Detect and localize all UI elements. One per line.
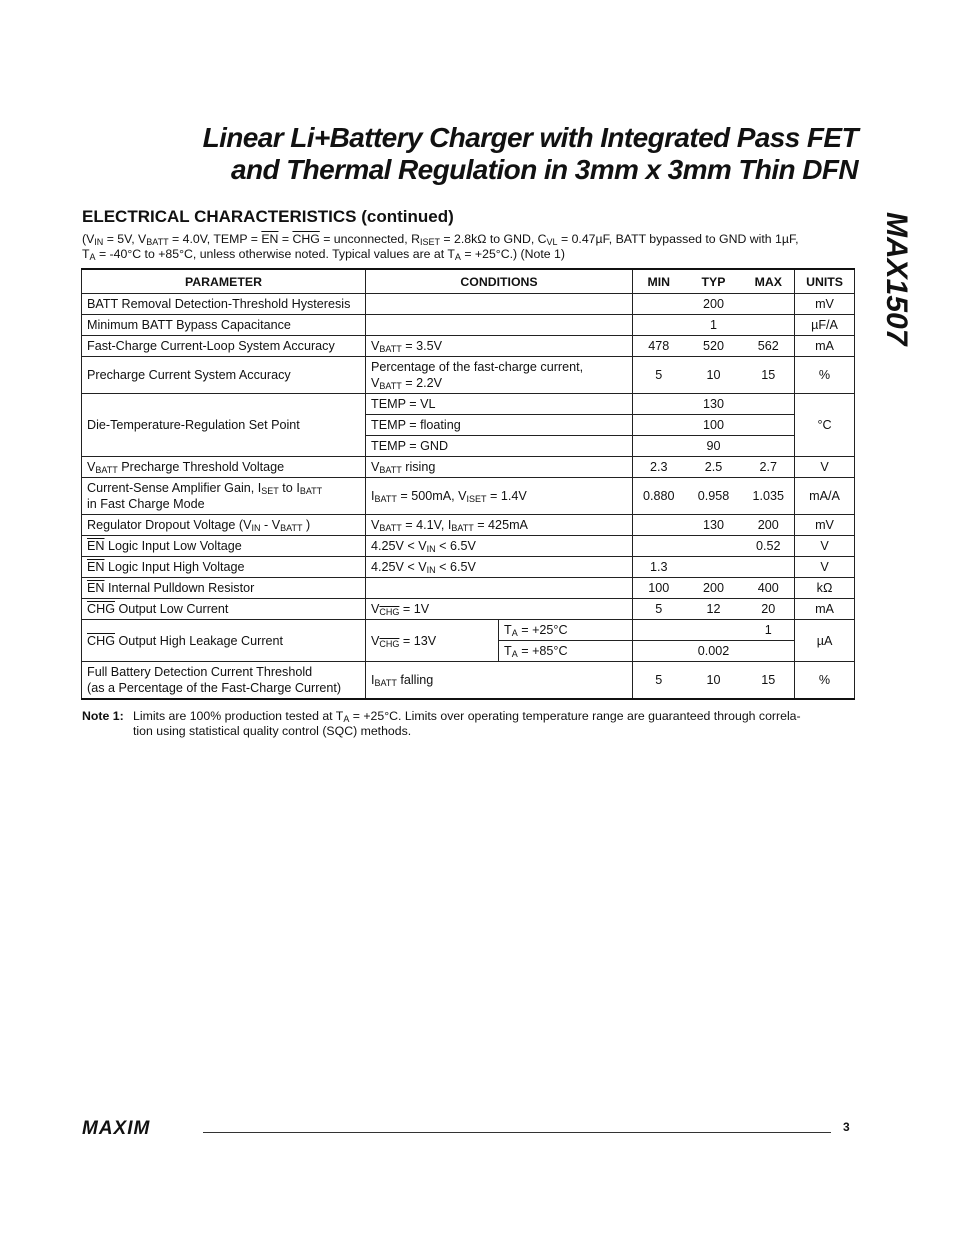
units-cell: mV: [795, 515, 855, 536]
min-cell: [633, 515, 685, 536]
table-row: [82, 536, 855, 557]
conditions-cell: Percentage of the fast-charge current, $V_{BATT} = 2.2V$: [366, 357, 633, 394]
units-cell: °C: [795, 394, 855, 457]
min-cell: [633, 415, 685, 436]
typ-cell: 90: [685, 436, 743, 457]
min-cell: [633, 294, 685, 315]
units-cell: mA/A: [795, 478, 855, 515]
conditions-subcell: $T_A = +25^\circ C$: [499, 620, 633, 641]
max-cell: 200: [743, 515, 795, 536]
typ-cell: 10: [685, 357, 743, 394]
min-cell: 0.880: [633, 478, 685, 515]
table-row: [82, 620, 855, 641]
conditions-cell: TEMP = VL: [366, 394, 633, 415]
typ-cell: [685, 536, 743, 557]
min-cell: 5: [633, 599, 685, 620]
units-cell: V: [795, 557, 855, 578]
typ-cell: 10: [685, 662, 743, 700]
min-cell: [633, 436, 685, 457]
header-parameter: PARAMETER: [82, 269, 366, 294]
parameter-cell: Die-Temperature-Regulation Set Point: [82, 394, 366, 457]
maxim-logo: [82, 1118, 192, 1138]
conditions-cell: $V_{\overline{CHG}} = 13V$: [366, 620, 499, 662]
typ-cell: 12: [685, 599, 743, 620]
min-cell: 2.3: [633, 457, 685, 478]
parameter-cell: $\overline{EN}$ Logic Input Low Voltage: [82, 536, 366, 557]
units-cell: kΩ: [795, 578, 855, 599]
footnote-label: Note 1:: [82, 709, 124, 723]
parameter-cell: BATT Removal Detection-Threshold Hysteresis: [82, 294, 366, 315]
units-cell: V: [795, 536, 855, 557]
max-cell: 2.7: [743, 457, 795, 478]
conditions-cell: [366, 315, 633, 336]
header-conditions: CONDITIONS: [366, 269, 633, 294]
min-cell: [633, 536, 685, 557]
min-cell: 478: [633, 336, 685, 357]
test-conditions: ($V_{IN} = 5V$, $V_{BATT} = 4.0V$, TEMP = $\overline{EN} = \overline{CHG}$ = unconnected, $R_{ISET} = 2.8k\Omega$ to GND, $C_{VL} = 0.47\mu F$, BATT bypassed to GND with 1µF, $T_A = -40^\circ C$ to +85°C, unless otherwise noted. Typical values are at $T_A = +25^\circ C$.) (Note 1): [82, 232, 799, 262]
typ-cell: [685, 557, 743, 578]
parameter-cell: Current-Sense Amplifier Gain, $I_{SET}$ to $I_{BATT}$ in Fast Charge Mode: [82, 478, 366, 515]
conditions-cell: $V_{\overline{CHG}} = 1V$: [366, 599, 633, 620]
max-cell: 1.035: [743, 478, 795, 515]
units-cell: V: [795, 457, 855, 478]
conditions-subcell: $T_A = +85^\circ C$: [499, 641, 633, 662]
typ-cell: 200: [685, 578, 743, 599]
header-typ: TYP: [685, 269, 743, 294]
max-cell: [743, 315, 795, 336]
max-cell: 0.52: [743, 536, 795, 557]
min-cell: [633, 641, 685, 662]
typ-cell: 130: [685, 515, 743, 536]
min-cell: 100: [633, 578, 685, 599]
table-row: [82, 662, 855, 700]
table-row: [82, 336, 855, 357]
conditions-cell: $V_{BATT} = 3.5V$: [366, 336, 633, 357]
header-units: UNITS: [795, 269, 855, 294]
parameter-cell: Minimum BATT Bypass Capacitance: [82, 315, 366, 336]
max-cell: [743, 436, 795, 457]
table-row: [82, 457, 855, 478]
typ-cell: 1: [685, 315, 743, 336]
typ-cell: [685, 620, 743, 641]
footnote: Note 1: Limits are 100% production tested at $T_A = +25^\circ C$. Limits over operating temperature range are guaranteed through correla- tion using statistical quality control (SQC) methods.: [82, 709, 801, 738]
typ-cell: 520: [685, 336, 743, 357]
typ-cell: 0.958: [685, 478, 743, 515]
conditions-cell: [366, 294, 633, 315]
header-min: MIN: [633, 269, 685, 294]
table-row: [82, 515, 855, 536]
parameter-cell: Full Battery Detection Current Threshold (as a Percentage of the Fast-Charge Current): [82, 662, 366, 700]
table-row: [82, 315, 855, 336]
table-header-row: [82, 269, 855, 294]
parameter-cell: $V_{BATT}$ Precharge Threshold Voltage: [82, 457, 366, 478]
title-line-2: and Thermal Regulation in 3mm x 3mm Thin DFN: [230, 154, 858, 185]
side-part-number: [873, 212, 913, 372]
electrical-characteristics-table: [81, 268, 855, 700]
svg-text:MAXIM: MAXIM: [82, 1118, 151, 1138]
conditions-cell: $I_{BATT}$ falling: [366, 662, 633, 700]
units-cell: mV: [795, 294, 855, 315]
table-row: [82, 294, 855, 315]
max-cell: 15: [743, 357, 795, 394]
min-cell: 1.3: [633, 557, 685, 578]
footnote-line-2: tion using statistical quality control (SQC) methods.: [133, 724, 412, 738]
typ-cell: 2.5: [685, 457, 743, 478]
conditions-cell: $I_{BATT} = 500mA$, $V_{ISET} = 1.4V$: [366, 478, 633, 515]
conditions-cell: TEMP = GND: [366, 436, 633, 457]
conditions-cell: [366, 578, 633, 599]
max-cell: [743, 641, 795, 662]
min-cell: 5: [633, 662, 685, 700]
conditions-cell: TEMP = floating: [366, 415, 633, 436]
conditions-cell: $4.25V < V_{IN} < 6.5V$: [366, 557, 633, 578]
footer-rule: [203, 1132, 831, 1133]
units-cell: mA: [795, 599, 855, 620]
min-cell: [633, 394, 685, 415]
section-title: ELECTRICAL CHARACTERISTICS (continued): [82, 207, 454, 226]
title-line-1: Linear Li+Battery Charger with Integrated Pass FET: [202, 122, 858, 153]
typ-cell: 200: [685, 294, 743, 315]
part-number-text: MAX1507: [880, 212, 913, 346]
document-title: [0, 122, 858, 186]
parameter-cell: $\overline{CHG}$ Output High Leakage Current: [82, 620, 366, 662]
table-row: [82, 578, 855, 599]
table-row: [82, 394, 855, 415]
table-row: [82, 478, 855, 515]
units-cell: %: [795, 357, 855, 394]
table-row: [82, 599, 855, 620]
conditions-cell: $V_{BATT}$ rising: [366, 457, 633, 478]
parameter-cell: $\overline{EN}$ Logic Input High Voltage: [82, 557, 366, 578]
header-max: MAX: [743, 269, 795, 294]
conditions-cell: $V_{BATT} = 4.1V$, $I_{BATT} = 425mA$: [366, 515, 633, 536]
typ-cell: 130: [685, 394, 743, 415]
max-cell: [743, 415, 795, 436]
min-cell: 5: [633, 357, 685, 394]
table-row: [82, 557, 855, 578]
typ-cell: 0.002: [685, 641, 743, 662]
max-cell: 400: [743, 578, 795, 599]
max-cell: 1: [743, 620, 795, 641]
max-cell: 15: [743, 662, 795, 700]
parameter-cell: $\overline{CHG}$ Output Low Current: [82, 599, 366, 620]
max-cell: 20: [743, 599, 795, 620]
min-cell: [633, 620, 685, 641]
units-cell: µF/A: [795, 315, 855, 336]
max-cell: [743, 557, 795, 578]
parameter-cell: Fast-Charge Current-Loop System Accuracy: [82, 336, 366, 357]
table-row: [82, 357, 855, 394]
page-number: 3: [843, 1120, 850, 1134]
conditions-line: Percentage of the fast-charge current,: [371, 360, 584, 374]
parameter-cell: Regulator Dropout Voltage ($V_{IN} - V_{BATT}$ ): [82, 515, 366, 536]
parameter-cell: Precharge Current System Accuracy: [82, 357, 366, 394]
parameter-cell: $\overline{EN}$ Internal Pulldown Resistor: [82, 578, 366, 599]
units-cell: mA: [795, 336, 855, 357]
max-cell: [743, 294, 795, 315]
conditions-cell: $4.25V < V_{IN} < 6.5V$: [366, 536, 633, 557]
typ-cell: 100: [685, 415, 743, 436]
units-cell: µA: [795, 620, 855, 662]
min-cell: [633, 315, 685, 336]
max-cell: [743, 394, 795, 415]
units-cell: %: [795, 662, 855, 700]
max-cell: 562: [743, 336, 795, 357]
